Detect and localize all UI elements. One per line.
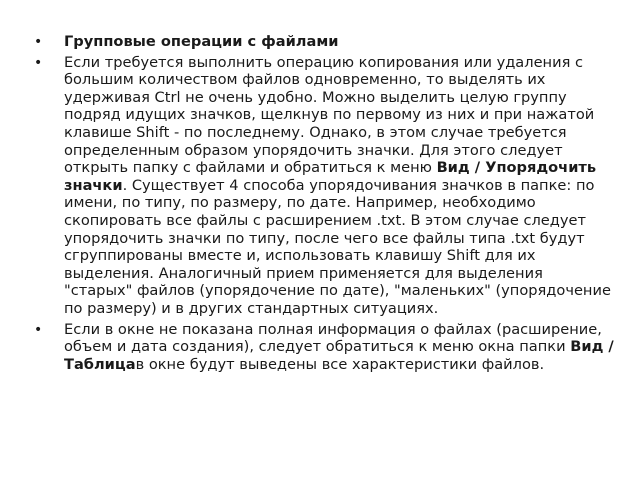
slide-heading: Групповые операции с файлами — [64, 33, 339, 50]
bullet-list — [34, 33, 614, 376]
paragraph-text: Если в окне не показана полная информация о файлах (расширение, объем и дата создания), следует обратиться к меню окна папки — [64, 320, 602, 356]
paragraph-text: в окне будут выведены все характеристики файлов. — [135, 355, 545, 373]
bullet-dot: • — [34, 34, 43, 50]
list-item-heading — [34, 33, 614, 51]
list-item-group-operations — [34, 54, 614, 318]
bullet-dot: • — [34, 321, 43, 338]
paragraph-text: Если требуется выполнить операцию копирования или удаления с большим количеством файлов одновременно, то выделять их удерживая Ctrl не очень удобно. Можно выделить целую группу подряд идущих значков, щелкнув по первому из них и при нажатой клавише Shift - по последнему. Однако, в этом случае требуется определенным образом упорядочить значки. Для этого следует открыть папку с файлами и обратиться к меню — [64, 53, 595, 177]
bullet-dot: • — [34, 54, 43, 71]
paragraph-text: . Существует 4 способа упорядочивания значков в папке: по имени, по типу, по размеру, по дате. Например, необходимо скопировать все файлы с расширением .txt. В этом случае следует упорядочить значки по типу, после чего все файлы типа .txt будут сгруппированы вместе и, использовать клавишу Shift для их выделения. Аналогичный прием применяется для выделения "старых" файлов (упорядочение по дате), "маленьких" (упорядочение по размеру) и в других стандартных ситуациях. — [64, 176, 611, 317]
paragraph-table-view — [64, 321, 614, 373]
menu-path-table: Вид / Таблица — [64, 338, 614, 373]
menu-path-arrange-icons: Вид / Упорядочить значки — [64, 159, 597, 194]
paragraph-group-operations — [64, 54, 611, 317]
list-item-table-view — [34, 321, 614, 374]
